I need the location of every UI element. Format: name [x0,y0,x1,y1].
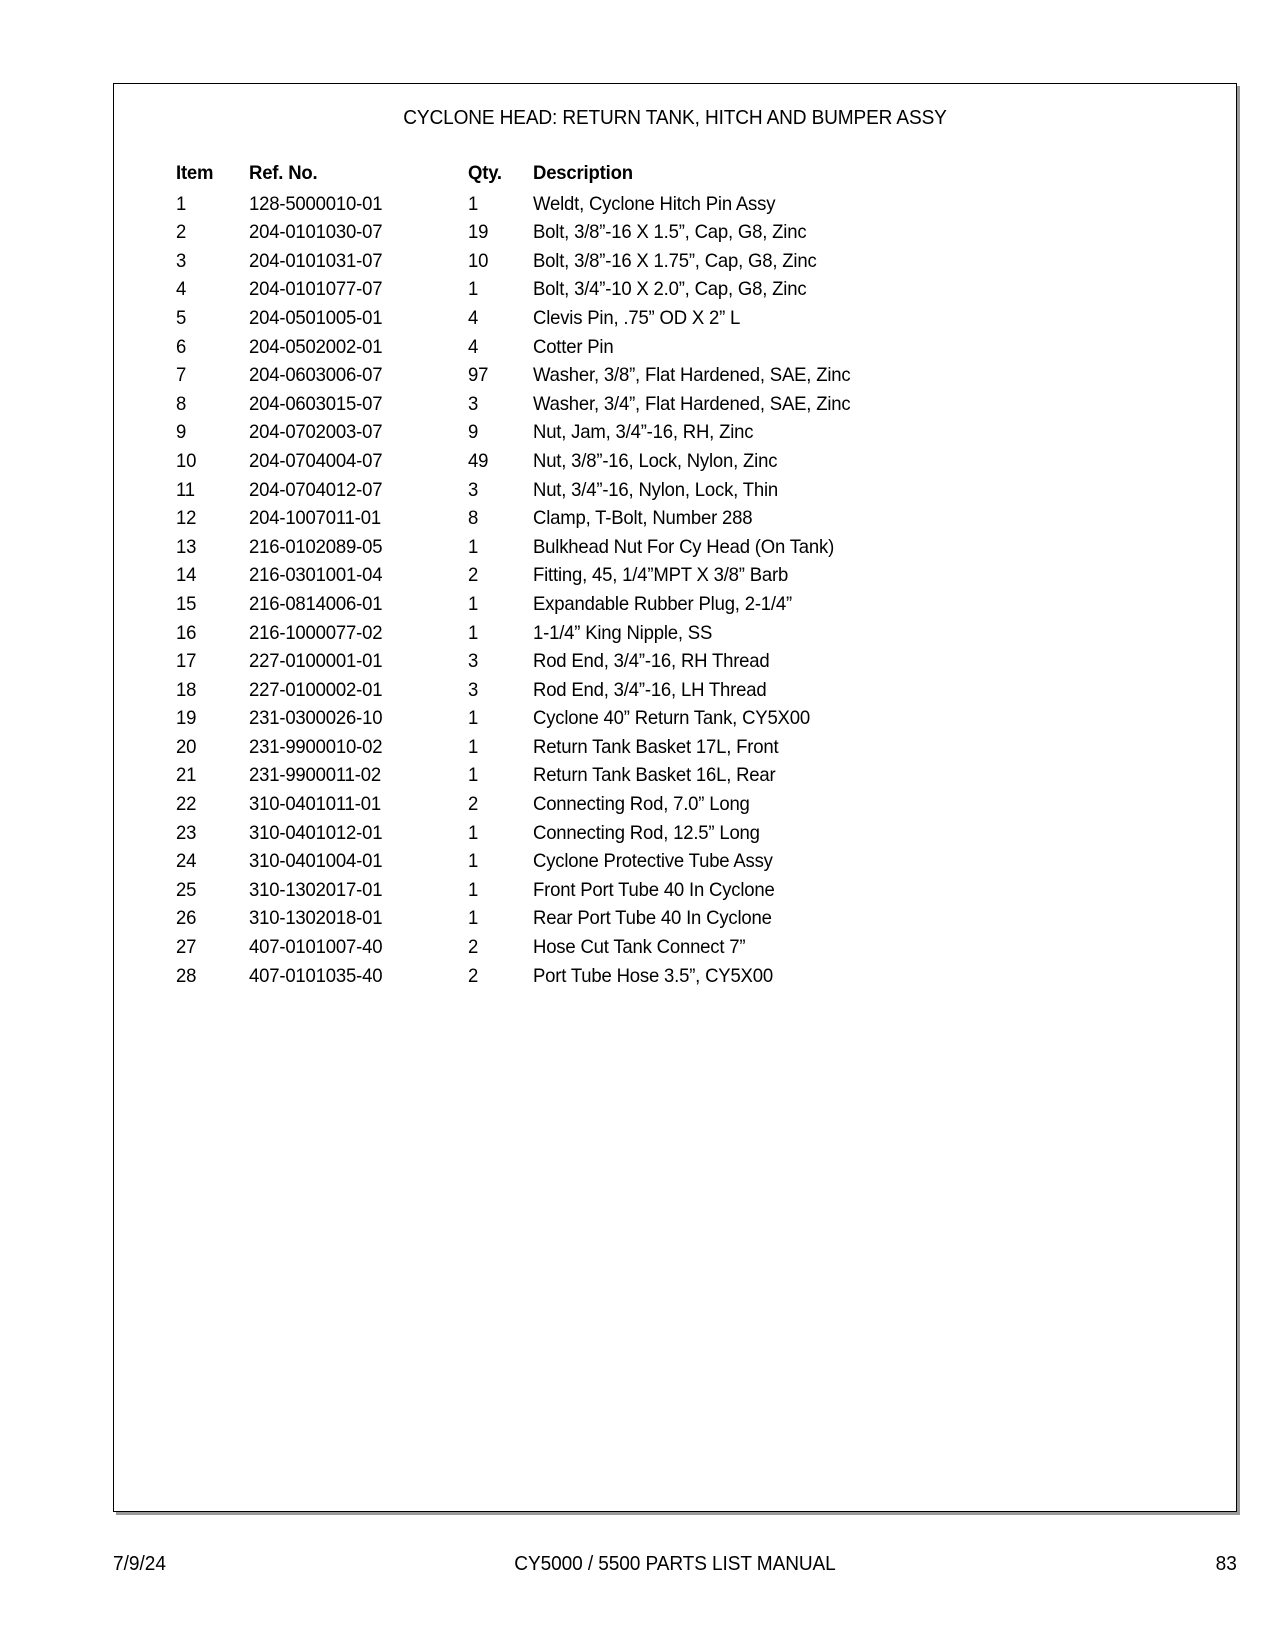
table-row [114,904,1236,933]
cell-item: 15 [176,592,197,615]
cell-ref-no: 204-0603006-07 [249,364,383,387]
cell-description: Nut, 3/8”-16, Lock, Nylon, Zinc [533,449,778,472]
cell-description: Bolt, 3/4”-10 X 2.0”, Cap, G8, Zinc [533,278,807,301]
cell-item: 12 [176,507,197,530]
cell-item: 7 [176,364,187,387]
cell-item: 13 [176,535,197,558]
cell-description: Connecting Rod, 7.0” Long [533,793,750,816]
cell-ref-no: 231-9900010-02 [249,735,383,758]
cell-description: Clamp, T-Bolt, Number 288 [533,507,753,530]
table-row [114,704,1236,733]
cell-qty: 1 [468,850,479,873]
cell-qty: 1 [468,735,479,758]
cell-qty: 2 [468,793,479,816]
cell-ref-no: 407-0101007-40 [249,936,383,959]
cell-description: Weldt, Cyclone Hitch Pin Assy [533,192,776,215]
cell-description: Fitting, 45, 1/4”MPT X 3/8” Barb [533,564,789,587]
table-row [114,533,1236,562]
table-row [114,676,1236,705]
table-row [114,647,1236,676]
column-header-qty: Qty. [468,162,502,184]
cell-description: Cotter Pin [533,335,614,358]
cell-qty: 4 [468,335,479,358]
cell-description: Expandable Rubber Plug, 2-1/4” [533,592,792,615]
cell-ref-no: 204-0704012-07 [249,478,383,501]
cell-item: 27 [176,936,197,959]
column-header-item: Item [176,162,214,184]
cell-ref-no: 216-0102089-05 [249,535,383,558]
cell-description: Cyclone Protective Tube Assy [533,850,773,873]
cell-item: 1 [176,192,187,215]
table-row [114,933,1236,962]
cell-qty: 1 [468,535,479,558]
column-header-description: Description [533,162,633,184]
cell-item: 28 [176,964,197,987]
table-row [114,304,1236,333]
parts-list-table [114,159,1236,990]
cell-item: 6 [176,335,187,358]
cell-description: Nut, Jam, 3/4”-16, RH, Zinc [533,421,754,444]
cell-qty: 2 [468,964,479,987]
cell-qty: 2 [468,936,479,959]
cell-description: 1-1/4” King Nipple, SS [533,621,713,644]
cell-qty: 1 [468,707,479,730]
cell-item: 18 [176,678,197,701]
table-row [114,847,1236,876]
cell-description: Return Tank Basket 16L, Rear [533,764,776,787]
cell-ref-no: 204-0101077-07 [249,278,383,301]
cell-description: Rear Port Tube 40 In Cyclone [533,907,772,930]
cell-qty: 1 [468,764,479,787]
cell-ref-no: 204-0704004-07 [249,449,383,472]
cell-ref-no: 231-9900011-02 [249,764,381,787]
cell-item: 20 [176,735,197,758]
cell-item: 19 [176,707,197,730]
cell-ref-no: 204-0502002-01 [249,335,383,358]
cell-description: Washer, 3/8”, Flat Hardened, SAE, Zinc [533,364,851,387]
cell-item: 21 [176,764,197,787]
cell-item: 3 [176,249,187,272]
cell-qty: 3 [468,392,479,415]
table-row [114,275,1236,304]
table-header-row [114,159,1236,190]
cell-ref-no: 310-1302018-01 [249,907,383,930]
cell-qty: 19 [468,221,489,244]
cell-description: Washer, 3/4”, Flat Hardened, SAE, Zinc [533,392,851,415]
cell-qty: 8 [468,507,479,530]
parts-list-content-box [113,83,1237,1512]
cell-item: 8 [176,392,187,415]
cell-ref-no: 227-0100001-01 [249,650,383,673]
cell-item: 25 [176,878,197,901]
cell-item: 2 [176,221,187,244]
cell-ref-no: 216-0814006-01 [249,592,383,615]
table-row [114,819,1236,848]
table-row [114,390,1236,419]
cell-qty: 9 [468,421,479,444]
cell-qty: 1 [468,592,479,615]
table-row [114,190,1236,219]
table-row [114,218,1236,247]
cell-description: Connecting Rod, 12.5” Long [533,821,760,844]
cell-item: 4 [176,278,187,301]
cell-ref-no: 204-0101031-07 [249,249,383,272]
cell-qty: 1 [468,878,479,901]
cell-ref-no: 310-1302017-01 [249,878,383,901]
cell-qty: 3 [468,650,479,673]
cell-description: Cyclone 40” Return Tank, CY5X00 [533,707,810,730]
cell-description: Bolt, 3/8”-16 X 1.75”, Cap, G8, Zinc [533,249,817,272]
cell-ref-no: 216-0301001-04 [249,564,383,587]
column-header-ref-no: Ref. No. [249,162,318,184]
page-footer [113,1552,1237,1586]
parts-list-table-body [114,190,1236,991]
cell-item: 5 [176,306,187,329]
cell-item: 26 [176,907,197,930]
table-row [114,590,1236,619]
cell-item: 10 [176,449,197,472]
cell-qty: 4 [468,306,479,329]
cell-ref-no: 310-0401012-01 [249,821,383,844]
table-row [114,476,1236,505]
table-row [114,761,1236,790]
cell-item: 17 [176,650,197,673]
cell-qty: 49 [468,449,489,472]
cell-item: 23 [176,821,197,844]
cell-description: Hose Cut Tank Connect 7” [533,936,746,959]
cell-description: Clevis Pin, .75” OD X 2” L [533,306,741,329]
table-row [114,561,1236,590]
table-row [114,962,1236,991]
cell-qty: 1 [468,621,479,644]
footer-page-number: 83 [1215,1552,1237,1575]
table-row [114,447,1236,476]
cell-ref-no: 204-0501005-01 [249,306,383,329]
cell-description: Nut, 3/4”-16, Nylon, Lock, Thin [533,478,779,501]
table-row [114,504,1236,533]
cell-ref-no: 204-0603015-07 [249,392,383,415]
cell-qty: 97 [468,364,489,387]
cell-item: 9 [176,421,187,444]
cell-qty: 1 [468,192,479,215]
cell-ref-no: 407-0101035-40 [249,964,383,987]
cell-ref-no: 231-0300026-10 [249,707,383,730]
cell-qty: 1 [468,278,479,301]
cell-item: 24 [176,850,197,873]
cell-description: Bulkhead Nut For Cy Head (On Tank) [533,535,835,558]
cell-description: Bolt, 3/8”-16 X 1.5”, Cap, G8, Zinc [533,221,807,244]
cell-description: Rod End, 3/4”-16, RH Thread [533,650,770,673]
cell-description: Rod End, 3/4”-16, LH Thread [533,678,767,701]
cell-ref-no: 310-0401011-01 [249,793,381,816]
cell-qty: 3 [468,478,479,501]
cell-ref-no: 204-0101030-07 [249,221,383,244]
cell-description: Port Tube Hose 3.5”, CY5X00 [533,964,773,987]
cell-ref-no: 128-5000010-01 [249,192,383,215]
cell-item: 11 [176,478,195,501]
cell-qty: 2 [468,564,479,587]
cell-item: 16 [176,621,197,644]
cell-item: 22 [176,793,197,816]
page-title: CYCLONE HEAD: RETURN TANK, HITCH AND BUMPER ASSY [403,106,947,129]
cell-item: 14 [176,564,197,587]
footer-date: 7/9/24 [113,1552,167,1575]
table-row [114,733,1236,762]
cell-ref-no: 204-1007011-01 [249,507,381,530]
cell-qty: 3 [468,678,479,701]
footer-manual-title: CY5000 / 5500 PARTS LIST MANUAL [514,1552,836,1575]
table-row [114,876,1236,905]
cell-qty: 10 [468,249,489,272]
cell-description: Return Tank Basket 17L, Front [533,735,779,758]
cell-ref-no: 216-1000077-02 [249,621,383,644]
table-row [114,790,1236,819]
table-row [114,247,1236,276]
cell-qty: 1 [468,821,479,844]
cell-ref-no: 227-0100002-01 [249,678,383,701]
cell-ref-no: 310-0401004-01 [249,850,383,873]
cell-description: Front Port Tube 40 In Cyclone [533,878,775,901]
table-row [114,418,1236,447]
cell-ref-no: 204-0702003-07 [249,421,383,444]
table-row [114,361,1236,390]
table-row [114,619,1236,648]
table-row [114,333,1236,362]
cell-qty: 1 [468,907,479,930]
